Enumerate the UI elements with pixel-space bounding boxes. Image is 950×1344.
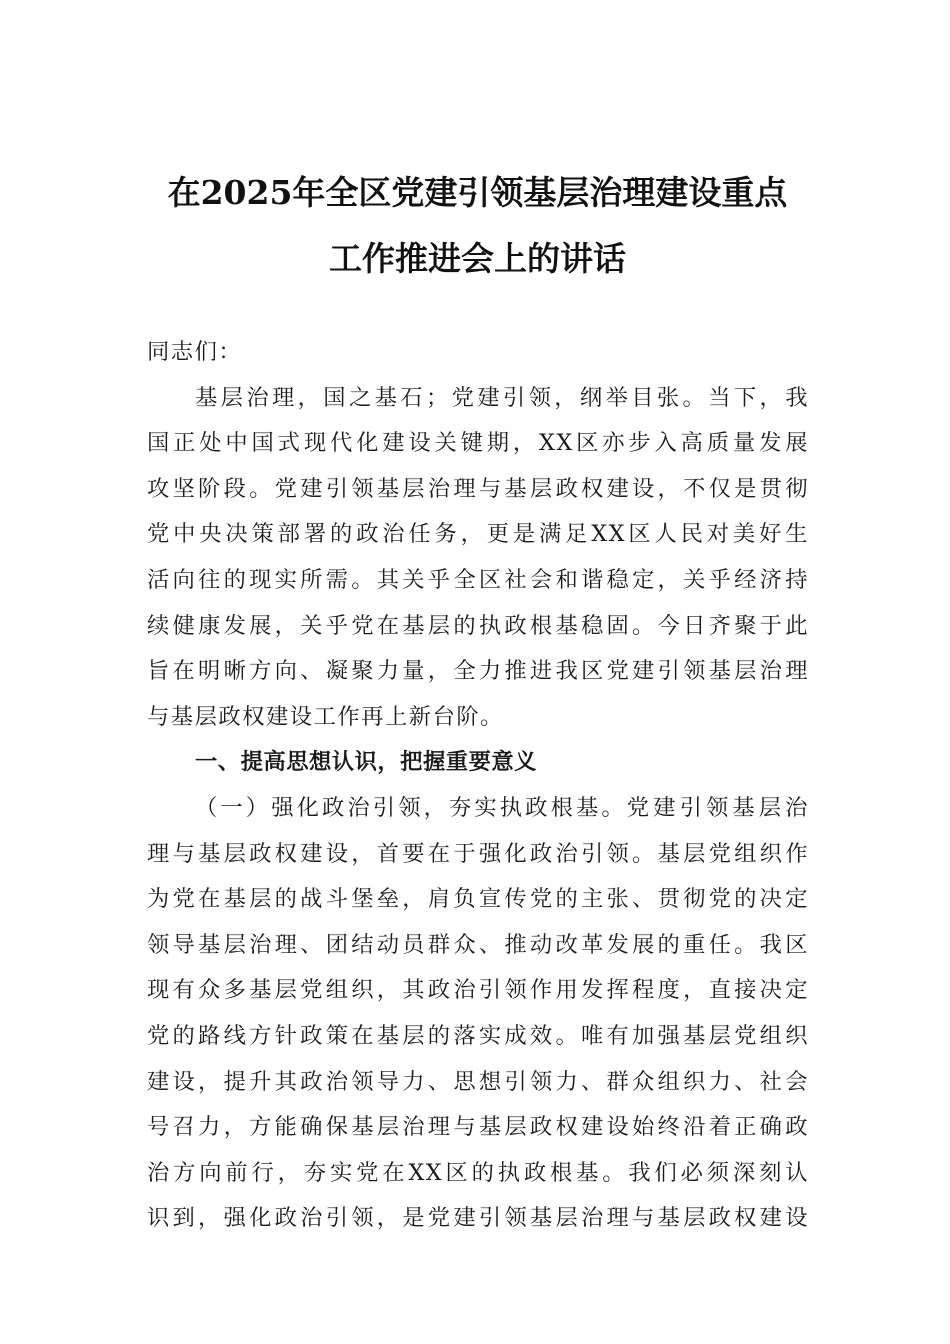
paragraph-line: 活向往的现实所需。其关乎全区社会和谐稳定，关乎经济持 [147, 566, 809, 593]
title-line-2: 工作推进会上的讲话 [329, 239, 626, 278]
paragraph-line: 续健康发展，关乎党在基层的执政根基稳固。今日齐聚于此 [147, 612, 809, 639]
paragraph-line: 建设，提升其政治领导力、思想引领力、群众组织力、社会 [147, 1068, 809, 1095]
paragraph-1 [147, 376, 809, 741]
title-line-1: 在2025年全区党建引领基层治理建设重点 [167, 173, 788, 212]
paragraph-line: 领导基层治理、团结动员群众、推动改革发展的重任。我区 [147, 931, 809, 958]
paragraph-2 [147, 786, 809, 1242]
paragraph-line: 攻坚阶段。党建引领基层治理与基层政权建设，不仅是贯彻 [147, 475, 809, 502]
document-title [145, 160, 810, 292]
paragraph-line: 号召力，方能确保基层治理与基层政权建设始终沿着正确政 [147, 1114, 809, 1141]
paragraph-line: 为党在基层的战斗堡垒，肩负宣传党的主张、贯彻党的决定 [147, 886, 809, 913]
salutation: 同志们： [147, 339, 243, 365]
paragraph-line: 识到，强化政治引领，是党建引领基层治理与基层政权建设 [147, 1205, 809, 1232]
paragraph-line: 党的路线方针政策在基层的落实成效。唯有加强基层党组织 [147, 1022, 809, 1049]
paragraph-line: 党中央决策部署的政治任务，更是满足XX区人民对美好生 [147, 521, 809, 548]
paragraph-line: 基层治理，国之基石；党建引领，纲举目张。当下，我 [195, 384, 809, 411]
paragraph-line: 治方向前行，夯实党在XX区的执政根基。我们必须深刻认 [147, 1159, 809, 1186]
paragraph-line: 与基层政权建设工作再上新台阶。 [147, 703, 504, 730]
section-heading: 一、提高思想认识，把握重要意义 [195, 749, 537, 776]
paragraph-line [147, 786, 809, 832]
subsection-title: （一）强化政治引领，夯实执政根基。 [195, 794, 627, 821]
document-body [147, 330, 809, 1242]
subsection-first-line-text: 党建引领基层治 [626, 794, 809, 821]
paragraph-line: 理与基层政权建设，首要在于强化政治引领。基层党组织作 [147, 840, 809, 867]
paragraph-line: 旨在明晰方向、凝聚力量，全力推进我区党建引领基层治理 [147, 658, 809, 685]
paragraph-line: 现有众多基层党组织，其政治引领作用发挥程度，直接决定 [147, 977, 809, 1004]
paragraph-line: 国正处中国式现代化建设关键期，XX区亦步入高质量发展 [147, 430, 809, 457]
